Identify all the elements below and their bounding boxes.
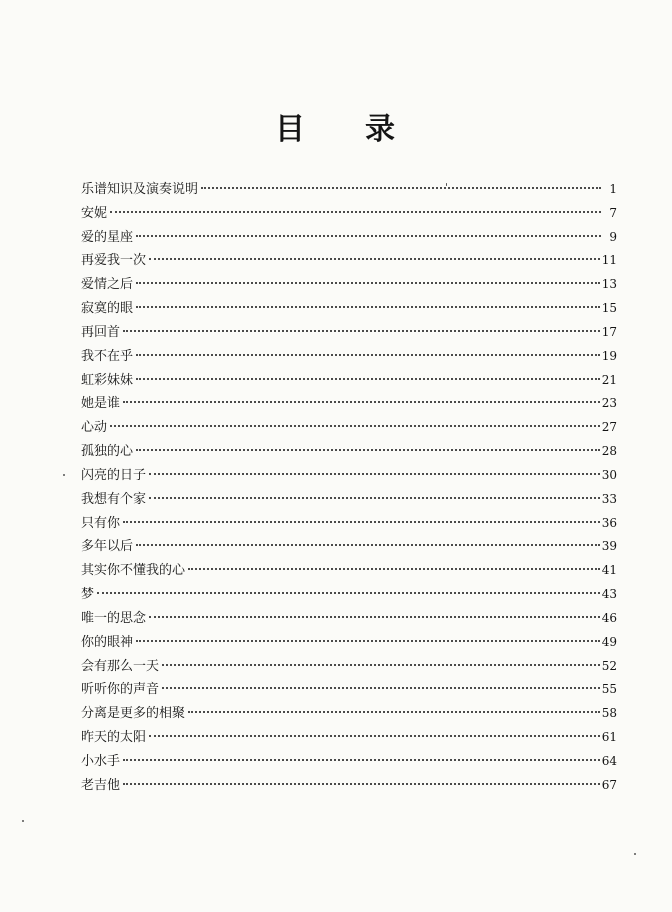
toc-entry-page: 41 bbox=[601, 563, 617, 578]
toc-entry[interactable] bbox=[81, 440, 617, 464]
table-of-contents bbox=[81, 178, 617, 798]
dot-leader bbox=[110, 210, 601, 213]
toc-entry-page: 46 bbox=[601, 610, 617, 625]
toc-entry[interactable] bbox=[81, 273, 617, 297]
page-title bbox=[0, 104, 672, 148]
toc-entry-page: 39 bbox=[601, 539, 617, 554]
toc-entry[interactable] bbox=[81, 345, 617, 369]
toc-entry-title: 孤独的心 bbox=[81, 444, 134, 460]
toc-entry-title: 小水手 bbox=[81, 753, 121, 769]
toc-entry-title: 她是谁 bbox=[81, 396, 121, 412]
scan-speck bbox=[63, 474, 65, 476]
toc-entry[interactable] bbox=[81, 583, 617, 607]
dot-leader bbox=[149, 615, 600, 618]
toc-entry-page: 17 bbox=[601, 324, 617, 339]
toc-entry[interactable] bbox=[81, 202, 617, 226]
toc-entry-page: 49 bbox=[601, 634, 617, 649]
toc-entry[interactable] bbox=[81, 655, 617, 679]
toc-entry-title: 老吉他 bbox=[81, 777, 121, 793]
dot-leader bbox=[136, 543, 600, 546]
dot-leader bbox=[149, 496, 600, 499]
dot-leader bbox=[123, 520, 600, 523]
toc-entry-title: 寂寞的眼 bbox=[81, 301, 134, 317]
toc-entry-page: 27 bbox=[601, 420, 617, 435]
dot-leader bbox=[149, 257, 600, 260]
dot-leader bbox=[162, 663, 600, 666]
toc-entry-title: 多年以后 bbox=[81, 539, 134, 555]
scan-speck bbox=[446, 183, 447, 186]
scan-speck bbox=[22, 820, 24, 822]
toc-entry-title: 分离是更多的相聚 bbox=[81, 706, 186, 722]
toc-entry[interactable] bbox=[81, 726, 617, 750]
dot-leader bbox=[123, 329, 600, 332]
dot-leader bbox=[97, 591, 600, 594]
dot-leader bbox=[110, 424, 600, 427]
toc-entry[interactable] bbox=[81, 392, 617, 416]
toc-entry[interactable] bbox=[81, 512, 617, 536]
dot-leader bbox=[136, 281, 600, 284]
dot-leader bbox=[162, 686, 600, 689]
toc-entry[interactable] bbox=[81, 774, 617, 798]
toc-entry-title: 虹彩妹妹 bbox=[81, 372, 134, 388]
toc-entry-page: 1 bbox=[609, 182, 617, 196]
dot-leader bbox=[149, 734, 600, 737]
toc-entry-title: 我想有个家 bbox=[81, 491, 147, 507]
toc-entry-page: 52 bbox=[601, 658, 617, 673]
page-title-char-1: 目 bbox=[275, 112, 307, 147]
toc-entry-page: 28 bbox=[601, 444, 617, 459]
dot-leader bbox=[188, 710, 600, 713]
toc-entry-page: 9 bbox=[609, 229, 617, 244]
dot-leader bbox=[123, 400, 600, 403]
toc-entry-title: 闪亮的日子 bbox=[81, 467, 147, 483]
toc-entry[interactable] bbox=[81, 321, 617, 345]
toc-entry-page: 15 bbox=[601, 301, 617, 316]
toc-entry[interactable] bbox=[81, 607, 617, 631]
dot-leader bbox=[136, 305, 600, 308]
toc-entry-page: 30 bbox=[601, 467, 617, 482]
toc-entry[interactable] bbox=[81, 249, 617, 273]
toc-entry-title: 乐谱知识及演奏说明 bbox=[81, 182, 199, 197]
toc-entry-title: 你的眼神 bbox=[81, 634, 134, 650]
toc-entry-page: 13 bbox=[601, 277, 617, 292]
toc-entry[interactable] bbox=[81, 678, 617, 702]
toc-entry[interactable] bbox=[81, 226, 617, 250]
toc-entry-title: 心动 bbox=[81, 420, 108, 436]
toc-entry-title: 听听你的声音 bbox=[81, 682, 160, 698]
toc-entry-page: 7 bbox=[609, 205, 617, 220]
scan-speck bbox=[634, 853, 636, 855]
dot-leader bbox=[136, 353, 600, 356]
toc-entry-page: 19 bbox=[601, 348, 617, 363]
toc-entry[interactable] bbox=[81, 369, 617, 393]
toc-entry-page: 64 bbox=[601, 753, 617, 768]
toc-entry-page: 43 bbox=[601, 587, 617, 602]
toc-entry-title: 唯一的思念 bbox=[81, 610, 147, 626]
toc-entry[interactable] bbox=[81, 535, 617, 559]
dot-leader bbox=[136, 639, 600, 642]
toc-entry-title: 会有那么一天 bbox=[81, 658, 160, 674]
toc-entry-title: 安妮 bbox=[81, 205, 108, 221]
toc-entry[interactable] bbox=[81, 297, 617, 321]
toc-entry-page: 21 bbox=[601, 372, 617, 387]
toc-entry-page: 33 bbox=[601, 491, 617, 506]
dot-leader bbox=[136, 377, 600, 380]
toc-entry-page: 55 bbox=[601, 682, 617, 697]
toc-entry-page: 36 bbox=[601, 515, 617, 530]
dot-leader bbox=[201, 186, 601, 189]
dot-leader bbox=[136, 234, 601, 237]
toc-entry-title: 昨天的太阳 bbox=[81, 730, 147, 746]
toc-entry[interactable] bbox=[81, 559, 617, 583]
toc-entry[interactable] bbox=[81, 416, 617, 440]
dot-leader bbox=[123, 782, 600, 785]
toc-entry-title: 梦 bbox=[81, 587, 95, 603]
page-title-char-2: 录 bbox=[365, 112, 397, 147]
toc-entry-title: 我不在乎 bbox=[81, 348, 134, 364]
toc-entry[interactable] bbox=[81, 750, 617, 774]
toc-entry-page: 23 bbox=[601, 396, 617, 411]
toc-entry-title: 再爱我一次 bbox=[81, 253, 147, 269]
dot-leader bbox=[149, 472, 600, 475]
dot-leader bbox=[123, 758, 600, 761]
dot-leader bbox=[136, 448, 600, 451]
toc-entry-page: 11 bbox=[601, 253, 617, 268]
toc-entry-page: 67 bbox=[601, 777, 617, 792]
toc-entry-title: 爱的星座 bbox=[81, 229, 134, 245]
toc-entry[interactable] bbox=[81, 702, 617, 726]
toc-entry-title: 爱情之后 bbox=[81, 277, 134, 293]
toc-entry-page: 58 bbox=[601, 706, 617, 721]
dot-leader bbox=[188, 567, 600, 570]
toc-entry[interactable] bbox=[81, 631, 617, 655]
toc-entry-title: 再回首 bbox=[81, 324, 121, 340]
toc-entry-title: 其实你不懂我的心 bbox=[81, 563, 186, 579]
toc-entry-page: 61 bbox=[601, 730, 617, 745]
toc-entry-title: 只有你 bbox=[81, 515, 121, 531]
toc-entry[interactable] bbox=[81, 178, 617, 202]
toc-entry[interactable] bbox=[81, 464, 617, 488]
toc-entry[interactable] bbox=[81, 488, 617, 512]
